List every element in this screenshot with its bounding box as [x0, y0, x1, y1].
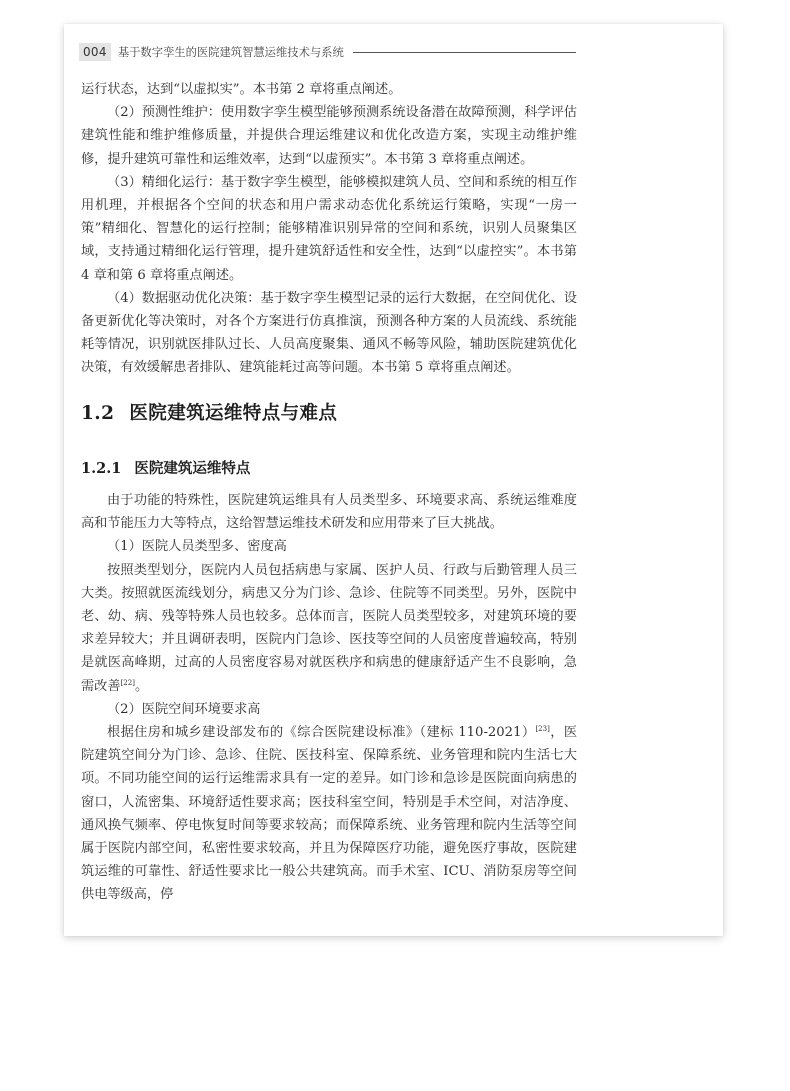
section-number: 1.2	[81, 403, 115, 424]
paragraph-personnel	[81, 559, 577, 698]
paragraph-continuation: 运行状态，达到“以虚拟实”。本书第 2 章将重点阐述。	[81, 82, 402, 97]
paragraph-environment-text-b: ，医院建筑空间分为门诊、急诊、住院、医技科室、保障系统、业务管理和院内生活七大项。不同功能空间的运行运维需求具有一定的差异。如门诊和急诊是医院面向病患的窗口，人流密集、环境舒适性要求高；医技科室空间，特别是手术空间，对洁净度、通风换气频率、停电恢复时间等要求较高；而保障系统、业务管理和院内生活等空间属于医院内部空间，私密性要求较高，并且为保障医疗功能，避免医疗事故，医院建筑运维的可靠性、舒适性要求比一般公共建筑高。而手术室、ICU、消防泵房等空间供电等级高，停	[81, 725, 578, 903]
subsection-heading	[81, 457, 250, 478]
paragraph-personnel-text: 按照类型划分，医院内人员包括病患与家属、医护人员、行政与后勤管理人员三大类。按照就医流线划分，病患又分为门诊、急诊、住院等不同类型。另外，医院中老、幼、病、残等特殊人员也较多。总体而言，医院人员类型较多，对建筑环境的要求差异较大；并且调研表明，医院内门急诊、医技等空间的人员密度普遍较高，特别是就医高峰期，过高的人员密度容易对就医秩序和病患的健康舒适产生不良影响，急需改善	[81, 562, 577, 694]
page-number: 004	[79, 43, 111, 61]
header-rule	[353, 52, 576, 53]
body-text-bottom	[81, 489, 577, 907]
paragraph-environment	[81, 721, 577, 907]
paragraph-personnel-end: 。	[134, 678, 149, 694]
item-heading-personnel: （1）医院人员类型多、密度高	[107, 539, 287, 555]
paragraph-intro: 由于功能的特殊性，医院建筑运维具有人员类型多、环境要求高、系统运维难度高和节能压力大等特点，这给智慧运维技术研发和应用带来了巨大挑战。	[81, 493, 577, 532]
paragraph-data-driven-decision: （4）数据驱动优化决策：基于数字孪生模型记录的运行大数据，在空间优化、设备更新优化等决策时，对各个方案进行仿真推演，预测各种方案的人员流线、系统能耗等情况，识别就医排队过长、人员高度聚集、通风不畅等风险，辅助医院建筑优化决策，有效缓解患者排队、建筑能耗过高等问题。本书第 5 章将重点阐述。	[81, 290, 577, 376]
section-title: 医院建筑运维特点与难点	[129, 403, 338, 424]
citation-23: [23]	[535, 725, 550, 734]
citation-22: [22]	[120, 678, 135, 687]
running-header	[79, 43, 576, 61]
paragraph-predictive-maintenance: （2）预测性维护：使用数字孪生模型能够预测系统设备潜在故障预测，科学评估建筑性能和维护维修质量，并提供合理运维建议和优化改造方案，实现主动维护维修，提升建筑可靠性和运维效率，达到“以虚预实”。本书第 3 章将重点阐述。	[81, 105, 577, 167]
body-text-top	[81, 78, 577, 380]
paragraph-fine-operation: （3）精细化运行：基于数字孪生模型，能够模拟建筑人员、空间和系统的相互作用机理，并根据各个空间的状态和用户需求动态优化系统运行策略，实现“一房一策”精细化、智慧化的运行控制；能够精准识别异常的空间和系统，识别人员聚集区域，支持通过精细化运行管理，提升建筑舒适性和安全性，达到“以虚控实”。本书第 4 章和第 6 章将重点阐述。	[81, 174, 577, 283]
paragraph-environment-text-a: 根据住房和城乡建设部发布的《综合医院建设标准》（建标 110-2021）	[107, 725, 536, 741]
item-heading-environment: （2）医院空间环境要求高	[107, 701, 261, 717]
section-heading	[81, 399, 337, 425]
subsection-title: 医院建筑运维特点	[134, 460, 251, 477]
book-title: 基于数字孪生的医院建筑智慧运维技术与系统	[117, 46, 344, 59]
subsection-number: 1.2.1	[81, 460, 122, 477]
